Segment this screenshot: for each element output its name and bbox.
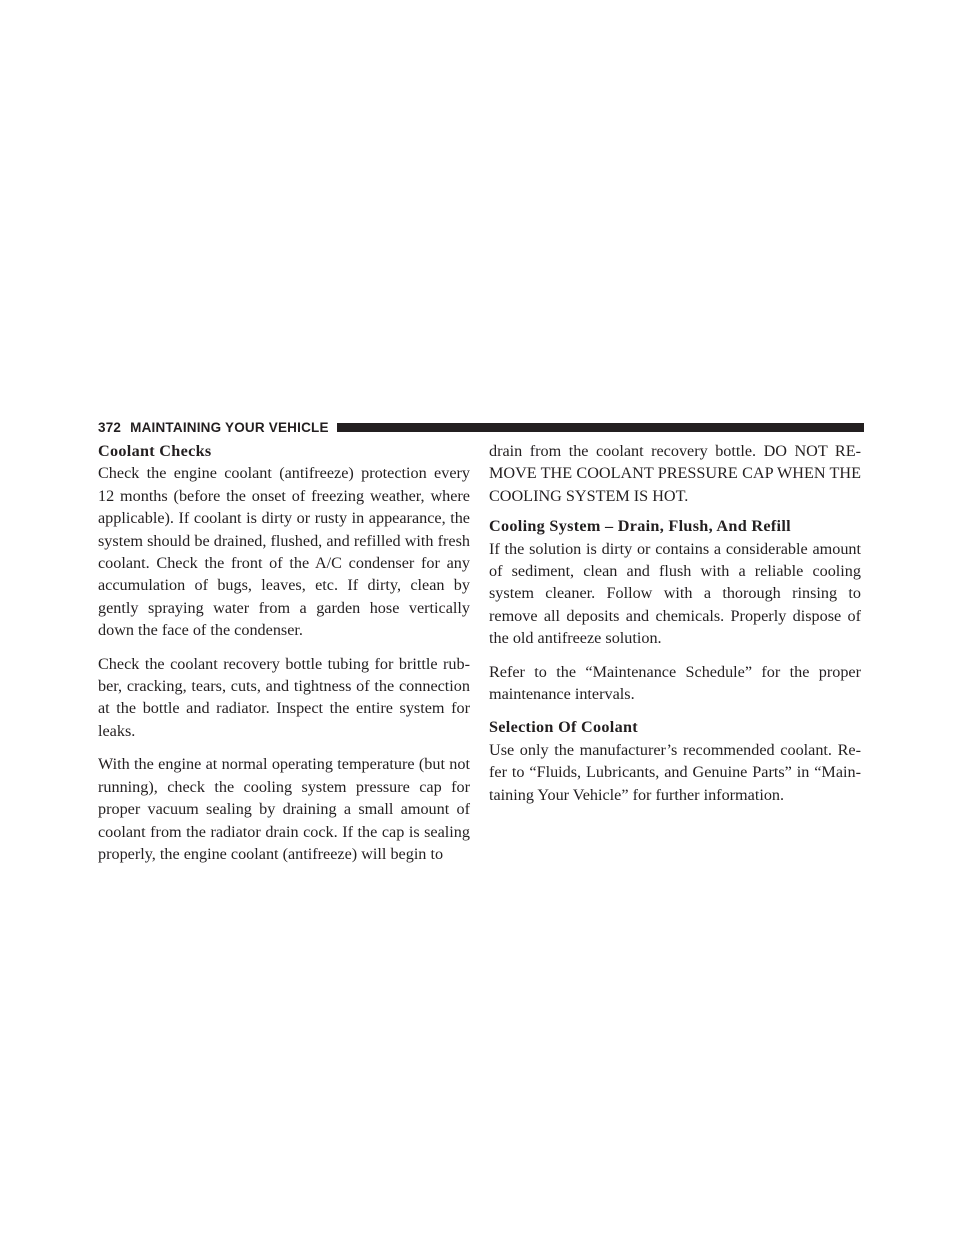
- drain-flush-refill-heading: Cooling System – Drain, Flush, And Refill: [489, 517, 791, 536]
- selection-paragraph-1: Use only the manufacturer’s recommended coolant. Re-fer to “Fluids, Lubricants, and Genuine Parts” in “Main-taining Your Vehicle” for further information.: [489, 740, 861, 804]
- selection-of-coolant-heading: Selection Of Coolant: [489, 718, 638, 737]
- continued-paragraph: drain from the coolant recovery bottle. DO NOT RE-MOVE THE COOLANT PRESSURE CAP WHEN THE COOLING SYSTEM IS HOT.: [489, 442, 861, 505]
- coolant-checks-heading: Coolant Checks: [98, 442, 212, 460]
- coolant-checks-paragraph-3: With the engine at normal operating temperature (but not running), check the cooling system pressure cap for proper vacuum sealing by draining a small amount of coolant from the radiator drain cock. If the cap is sealing properly, the engine coolant (antifreeze) will begin to: [98, 755, 470, 863]
- drain-flush-paragraph-1: If the solution is dirty or contains a considerable amount of sediment, clean and flush with a reliable cooling system cleaner. Follow with a thorough rinsing to remove all deposits and chemicals. Properly dispose of the old antifreeze solution.: [489, 539, 861, 648]
- coolant-checks-paragraph-1: Check the engine coolant (antifreeze) protection every 12 months (before the onset of freezing weather, where applicable). If coolant is dirty or rusty in appearance, the system should be drained, flushed, and refilled with fresh coolant. Check the front of the A/C condenser for any accumulation of bugs, leaves, etc. If dirty, clean by gently spraying water from a garden hose vertically down the face of the condenser.: [98, 464, 470, 640]
- coolant-checks-paragraph-2: Check the coolant recovery bottle tubing for brittle rub-ber, cracking, tears, cuts, and tightness of the connection at the bottle and radiator. Inspect the entire system for leaks.: [98, 654, 470, 740]
- header-rule: [337, 423, 864, 432]
- page-header: [98, 418, 864, 436]
- page-number: 372: [98, 419, 122, 435]
- section-title: MAINTAINING YOUR VEHICLE: [130, 419, 329, 435]
- right-column: [489, 440, 861, 817]
- left-column: [98, 440, 470, 876]
- drain-flush-paragraph-2: Refer to the “Maintenance Schedule” for the proper maintenance intervals.: [489, 662, 861, 704]
